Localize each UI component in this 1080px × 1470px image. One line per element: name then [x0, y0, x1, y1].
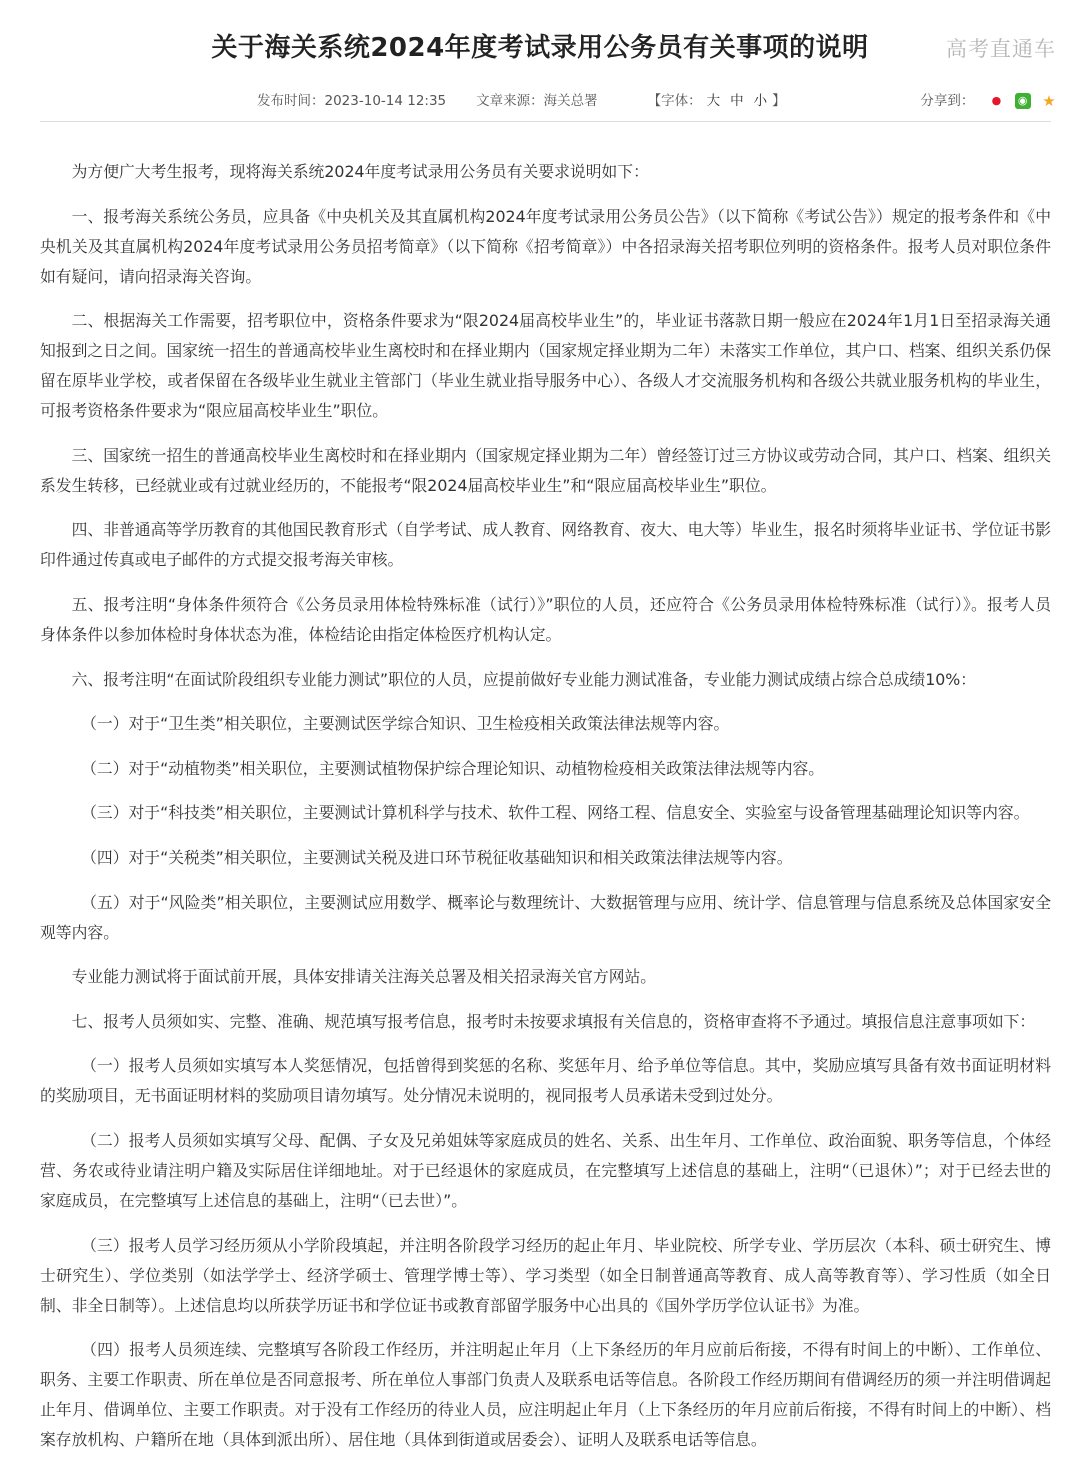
article-paragraph: 七、报考人员须如实、完整、准确、规范填写报考信息，报考时未按要求填报有关信息的，资格审查将不予通过。填报信息注意事项如下：: [71, 1011, 1036, 1031]
article-paragraph: 专业能力测试将于面试前开展，具体安排请关注海关总署及相关招录海关官方网站。: [71, 967, 657, 987]
article-paragraph: （一）对于“卫生类”相关职位，主要测试医学综合知识、卫生检疫相关政策法律法规等内容。: [81, 714, 730, 734]
font-label-open: 【字体：: [647, 93, 702, 109]
share-label: 分享到：: [920, 93, 975, 109]
article-body: [40, 157, 1051, 1470]
article-paragraph: （四）报考人员须连续、完整填写各阶段工作经历，并注明起止年月（上下条经历的年月应前后衔接，不得有时间上的中断）、工作单位、职务、主要工作职责、所在单位是否同意报考、所在单位人事部门负责人及联系电话等信息。各阶段工作经历期间有借调经历的须一并注明借调起止年月、借调单位、主要工作职责。对于没有工作经历的待业人员，应注明起止年月（上下条经历的年月应前后衔接，不得有时间上的中断）、档案存放机构、户籍所在地（具体到派出所）、居住地（具体到街道或居委会）、证明人及联系电话等信息。: [40, 1340, 1052, 1450]
article-paragraph: 一、报考海关系统公务员，应具备《中央机关及其直属机构2024年度考试录用公务员公告》（以下简称《考试公告》）规定的报考条件和《中央机关及其直属机构2024年度考试录用公务员招考简章》（以下简称《招考简章》）中各招录海关招考职位列明的资格条件。报考人员对职位条件如有疑问，请向招录海关咨询。: [40, 206, 1051, 286]
article-paragraph: 四、非普通高等学历教育的其他国民教育形式（自学考试、成人教育、网络教育、夜大、电大等）毕业生，报名时须将毕业证书、学位证书影印件通过传真或电子邮件的方式提交报考海关审核。: [40, 520, 1052, 570]
article-paragraph: 三、国家统一招生的普通高校毕业生离校时和在择业期内（国家规定择业期为二年）曾经签订过三方协议或劳动合同，其户口、档案、组织关系发生转移，已经就业或有过就业经历的，不能报考“限2024届高校毕业生”和“限应届高校毕业生”职位。: [40, 445, 1052, 495]
font-size-small[interactable]: 小: [753, 93, 768, 109]
article-paragraph: （三）对于“科技类”相关职位，主要测试计算机科学与技术、软件工程、网络工程、信息安全、实验室与设备管理基础理论知识等内容。: [81, 803, 1030, 823]
article-paragraph: （二）报考人员须如实填写父母、配偶、子女及兄弟姐妹等家庭成员的姓名、关系、出生年月、工作单位、政治面貌、职务等信息，个体经营、务农或待业请注明户籍及实际居住详细地址。对于已经退休的家庭成员，在完整填写上述信息的基础上，注明“（已退休）”；对于已经去世的家庭成员，在完整填写上述信息的基础上，注明“（已去世）”。: [40, 1130, 1051, 1210]
font-size-selector: [648, 90, 786, 112]
article-title: 关于海关系统2024年度考试录用公务员有关事项的说明: [211, 33, 869, 63]
article-paragraph: 二、根据海关工作需要，招考职位中，资格条件要求为“限2024届高校毕业生”的，毕业证书落款日期一般应在2024年1月1日至招录海关通知报到之日之间。国家统一招生的普通高校毕业生离校时和在择业期内（国家规定择业期为二年）未落实工作单位，其户口、档案、组织关系仍保留在原毕业学校，或者保留在各级毕业生就业主管部门（毕业生就业指导服务中心）、各级人才交流服务机构和各级公共就业服务机构的毕业生，可报考资格条件要求为“限应届高校毕业生”职位。: [40, 311, 1052, 421]
article-source: 文章来源：海关总署: [476, 93, 598, 109]
header-divider: [40, 121, 1051, 122]
font-label-close: 】: [772, 93, 786, 109]
article-paragraph: （三）报考人员学习经历须从小学阶段填起，并注明各阶段学习经历的起止年月、毕业院校、所学专业、学历层次（本科、硕士研究生、博士研究生）、学位类别（如法学学士、经济学硕士、管理学博士等）、学习类型（如全日制普通高等教育、成人高等教育等）、学习性质（如全日制、非全日制等）。上述信息均以所获学历证书和学位证书或教育部留学服务中心出具的《国外学历学位认证书》为准。: [40, 1235, 1051, 1315]
article-paragraph: （五）对于“风险类”相关职位，主要测试应用数学、概率论与数理统计、大数据管理与应用、统计学、信息管理与信息系统及总体国家安全观等内容。: [40, 892, 1051, 942]
weibo-icon[interactable]: ●: [991, 94, 1002, 107]
share-buttons: [988, 90, 1057, 112]
article-paragraph: （一）报考人员须如实填写本人奖惩情况，包括曾得到奖惩的名称、奖惩年月、给予单位等信息。其中，奖励应填写具备有效书面证明材料的奖励项目，无书面证明材料的奖励项目请勿填写。处分情况未说明的，视同报考人员承诺未受到过处分。: [40, 1056, 1051, 1106]
wechat-icon[interactable]: ◉: [1015, 93, 1031, 109]
font-size-large[interactable]: 大: [706, 93, 721, 109]
article-meta: [257, 90, 1057, 112]
article-paragraph: （二）对于“动植物类”相关职位，主要测试植物保护综合理论知识、动植物检疫相关政策法律法规等内容。: [81, 758, 825, 778]
favorite-star-icon[interactable]: ★: [1042, 92, 1056, 110]
article-paragraph: （四）对于“关税类”相关职位，主要测试关税及进口环节税征收基础知识和相关政策法律法规等内容。: [81, 847, 793, 867]
article-paragraph: 为方便广大考生报考，现将海关系统2024年度考试录用公务员有关要求说明如下：: [71, 162, 649, 181]
watermark: 高考直通车: [946, 37, 1056, 61]
publish-time: 发布时间：2023-10-14 12:35: [257, 93, 447, 109]
font-size-medium[interactable]: 中: [730, 93, 744, 109]
article-paragraph: 六、报考注明“在面试阶段组织专业能力测试”职位的人员，应提前做好专业能力测试准备，专业能力测试成绩占综合总成绩10%：: [71, 669, 977, 689]
article-paragraph: 五、报考注明“身体条件须符合《公务员录用体检特殊标准（试行）》”职位的人员，还应符合《公务员录用体检特殊标准（试行）》。报考人员身体条件以参加体检时身体状态为准，体检结论由指定体检医疗机构认定。: [40, 594, 1051, 644]
